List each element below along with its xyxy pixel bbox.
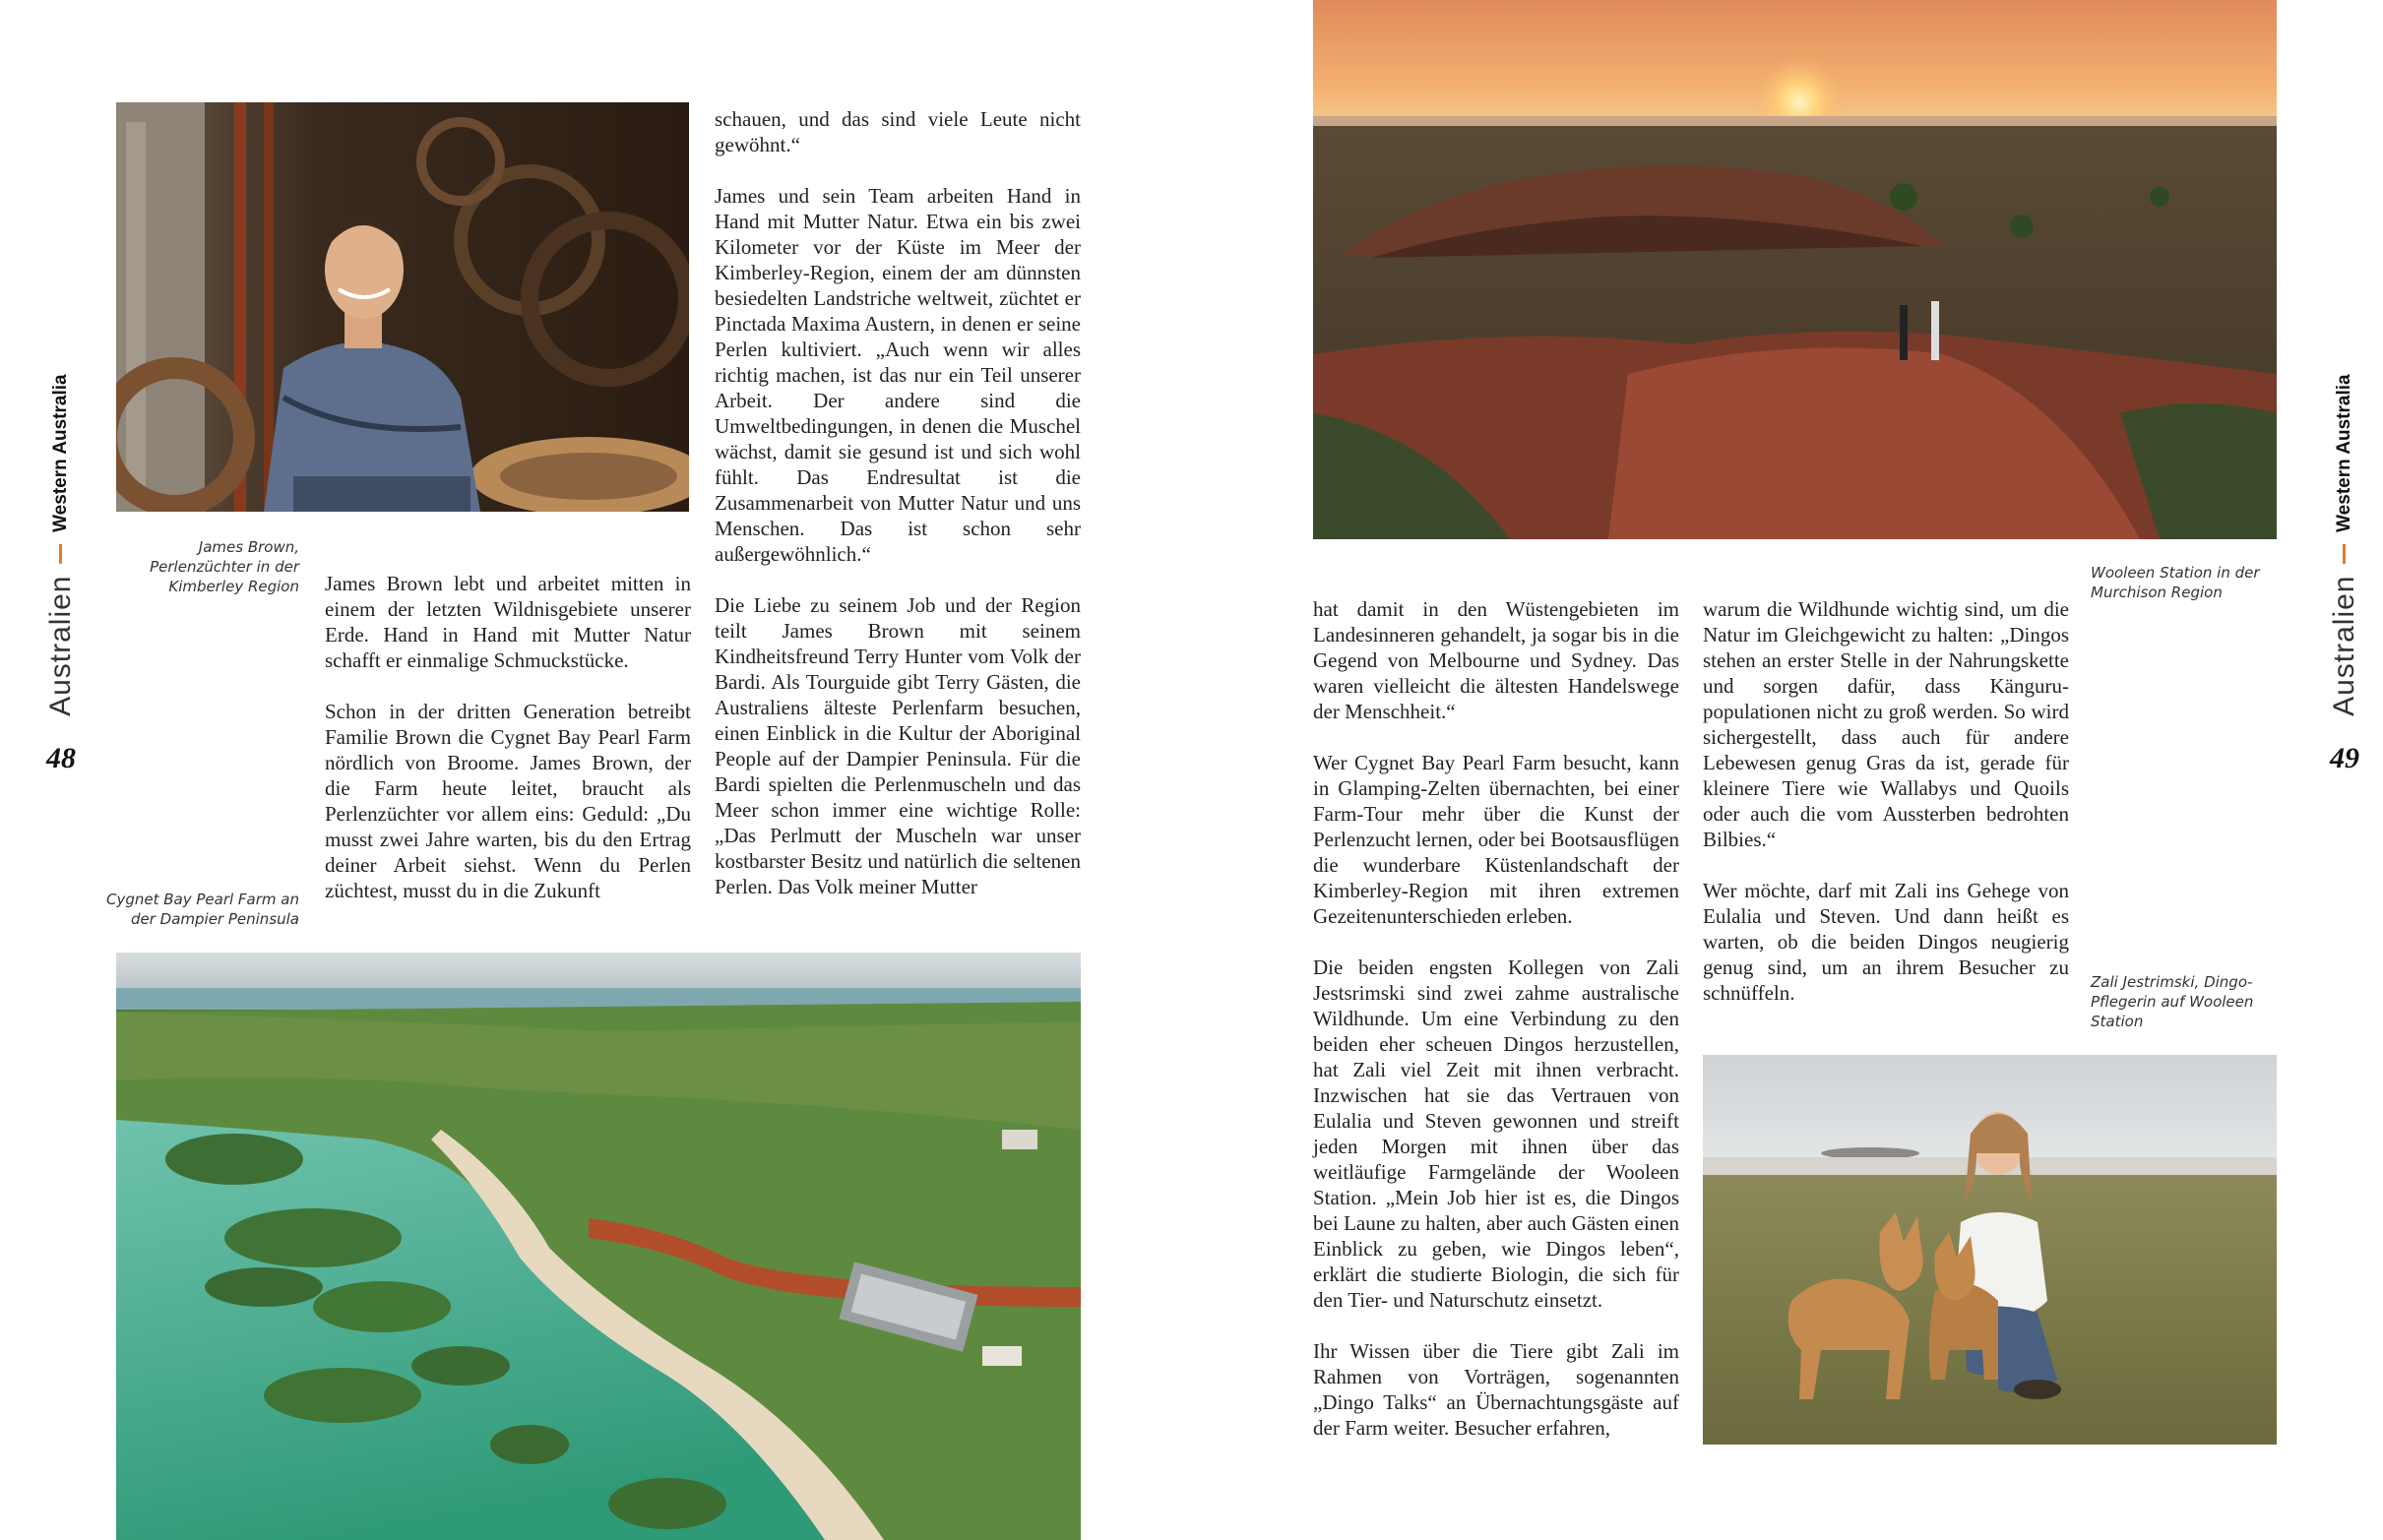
left-text-column-1 [325, 571, 691, 929]
sunset-photo-graphic [1313, 0, 2277, 539]
left-region-label: Western Australia [50, 374, 71, 532]
paragraph: Wer möchte, darf mit Zali ins Gehege von Eulalia und Steven. Und dann heißt es warten, ob die beiden Dingos neugierig genug sind, um an ihrem Besucher zu schnüffeln. [1703, 879, 2069, 1005]
dingo-photo-zali-jestrimski [1703, 1055, 2277, 1445]
paragraph: hat damit in den Wüstengebieten im Landesinneren gehandelt, ja sogar bis in die Gegend von Melbourne und Sydney. Das waren vielleicht die ältesten Handelswege der Menschheit.“ [1313, 597, 1679, 723]
right-orange-separator [2344, 544, 2347, 564]
paragraph: warum die Wildhunde wichtig sind, um die Natur im Gleichgewicht zu halten: „Dingos stehen an erster Stelle in der Nahrungskette und sorgen dafür, dass Kängurupopulationen nicht zu groß werden. So wird sichergestellt, dass auch für andere Lebewesen genug Gras da ist, gerade für kleinere Tiere wie Wallabys und Quoils oder auch die vom Aussterben bedrohten Bilbies.“ [1703, 597, 2069, 851]
paragraph: schauen, und das sind viele Leute nicht gewöhnt.“ [715, 107, 1081, 156]
caption-aerial: Cygnet Bay Pearl Farm an der Dampier Peninsula [105, 891, 299, 928]
left-page-number: 48 [46, 741, 76, 774]
paragraph: James und sein Team arbeiten Hand in Hand mit Mutter Natur. Etwa ein bis zwei Kilometer vor der Küste im Meer der Kimberley-Region, einem der am dünnsten besiedelten Landstriche weltweit, züchtet er Pinctada Maxima Austern, in denen er seine Perlen kultiviert. „Auch wenn wir alles richtig machen, ist das nur ein Teil unserer Arbeit. Der andere sind die Umweltbedingungen, in denen die Muschel wächst, damit sie gesund ist und sich wohl fühlt. Das Endresultat ist die Zusammenarbeit von Mutter Natur und uns Menschen. Das ist schon sehr außergewöhnlich.“ [715, 184, 1081, 566]
paragraph: Ihr Wissen über die Tiere gibt Zali im Rahmen von Vorträgen, sogenannten „Dingo Talks“ an Übernachtungsgäste auf der Farm weiter. Besucher erfahren, [1313, 1339, 1679, 1440]
right-text-column-2 [1703, 596, 2069, 1031]
left-side-label [39, 374, 83, 775]
portrait-photo-graphic [116, 102, 689, 512]
right-text-column-1 [1313, 596, 1679, 1466]
portrait-photo-james-brown [116, 102, 689, 512]
right-page-number: 49 [2330, 741, 2359, 774]
sunset-photo-wooleen-station [1313, 0, 2277, 539]
caption-dingo: Zali Jestrimski, Dingo- Pflegerin auf Wooleen Station [2091, 973, 2254, 1030]
paragraph: Die beiden engsten Kollegen von Zali Jestsrimski sind zwei zahme australische Wildhunde. Um eine Verbindung zu den beiden eher scheuen Dingos herzustellen, hat Zali viel Zeit mit ihnen verbracht. Inzwischen hat sie das Vertrauen von Eulalia und Steven gewonnen und streift jeden Morgen mit ihnen über das weitläufige Farmgelände der Wooleen Station. „Mein Job hier ist es, die Dingos bei Laune zu halten, aber auch Gästen einen Einblick zu geben, wie Dingos leben“, erklärt die studierte Biologin, die sich für den Tier- und Naturschutz einsetzt. [1313, 955, 1679, 1312]
left-country-label: Australien [44, 575, 77, 716]
right-side-label [2323, 374, 2366, 775]
paragraph: James Brown lebt und arbeitet mitten in einem der letzten Wildnisgebiete unserer Erde. Hand in Hand mit Mutter Natur schafft er einmalige Schmuckstücke. [325, 572, 691, 672]
caption-sunset: Wooleen Station in der Murchison Region [2091, 564, 2260, 601]
right-region-label: Western Australia [2334, 374, 2354, 532]
left-orange-separator [60, 544, 63, 564]
left-text-column-2 [715, 106, 1081, 925]
paragraph: Die Liebe zu seinem Job und der Region teilt James Brown mit seinem Kindheitsfreund Terry Hunter vom Volk der Bardi. Als Tourguide gibt Terry Gästen, die Australiens älteste Perlenfarm besuchen, einen Einblick in die Kultur der Aboriginal People auf der Dampier Peninsula. Für die Bardi spielten die Perlenmuscheln und das Meer schon immer eine wichtige Rolle: „Das Perlmutt der Muscheln war unser kostbarster Besitz und natürlich die seltenen Perlen. Das Volk meiner Mutter [715, 593, 1081, 898]
right-side-label-text [2328, 374, 2361, 716]
dingo-photo-graphic [1703, 1055, 2277, 1445]
aerial-photo-cygnet-bay [116, 953, 1081, 1540]
paragraph: Schon in der dritten Generation betreibt Familie Brown die Cygnet Bay Pearl Farm nördlich von Broome. James Brown, der die Farm heute leitet, braucht als Perlenzüchter vor allem eins: Geduld: „Du musst zwei Jahre warten, bis du den Ertrag deiner Arbeit siehst. Wenn du Perlen züchtest, musst du in die Zukunft [325, 700, 691, 902]
caption-portrait: James Brown, Perlenzüchter in der Kimberley Region [150, 538, 299, 595]
aerial-photo-graphic [116, 953, 1081, 1540]
paragraph: Wer Cygnet Bay Pearl Farm besucht, kann in Glamping-Zelten übernachten, bei einer Farm-Tour mehr über die Kunst der Perlenzucht lernen, oder bei Bootsausflügen die wunderbare Küstenlandschaft der Kimberley-Region mit ihren extremen Gezeitenunterschieden erleben. [1313, 751, 1679, 928]
right-country-label: Australien [2328, 575, 2360, 716]
left-side-label-text [44, 374, 78, 716]
